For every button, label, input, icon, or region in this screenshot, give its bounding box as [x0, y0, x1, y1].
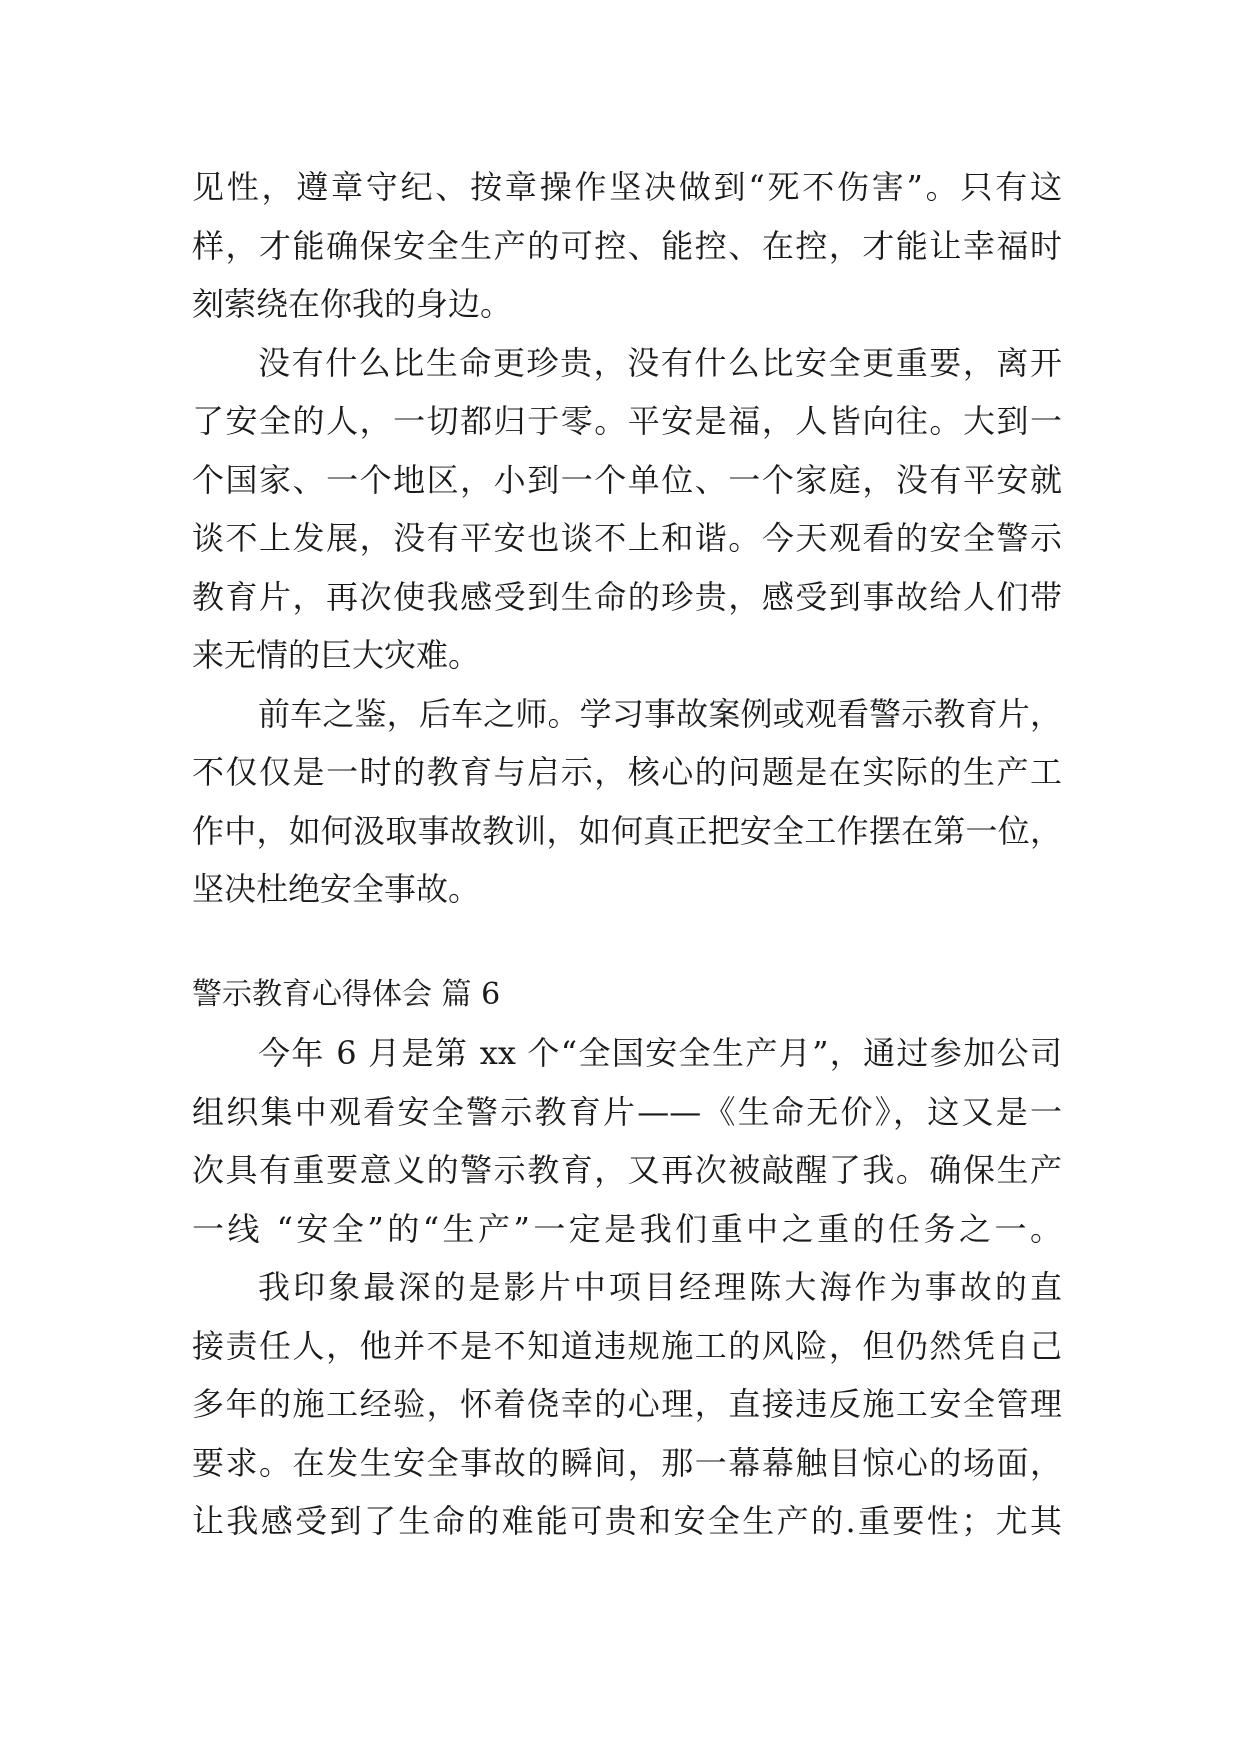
- text-line: 让我感受到了生命的难能可贵和安全生产的.重要性；尤其: [192, 1502, 1062, 1540]
- text-line: 了安全的人，一切都归于零。平安是福，人皆向往。大到一: [192, 402, 1062, 440]
- text-line: 来无情的巨大灾难。: [192, 636, 481, 674]
- paragraph: [192, 1258, 1062, 1551]
- text-line: 次具有重要意义的警示教育，又再次被敲醒了我。确保生产: [192, 1151, 1062, 1189]
- text-line: 谈不上发展，没有平安也谈不上和谐。今天观看的安全警示: [192, 519, 1062, 557]
- paragraph: [192, 685, 1062, 919]
- text-line: 一线 “安全”的“生产”一定是我们重中之重的任务之一。: [192, 1209, 1062, 1248]
- text-line: 不仅仅是一时的教育与启示，核心的问题是在实际的生产工: [192, 753, 1062, 791]
- paragraph: [192, 158, 1062, 334]
- text-line: 个国家、一个地区，小到一个单位、一个家庭，没有平安就: [192, 460, 1062, 499]
- paragraph: [192, 1024, 1062, 1258]
- text-line: 样，才能确保安全生产的可控、能控、在控，才能让幸福时: [192, 226, 1062, 265]
- text-line: 我印象最深的是影片中项目经理陈大海作为事故的直: [258, 1268, 1062, 1306]
- text-line: 多年的施工经验，怀着侥幸的心理，直接违反施工安全管理: [192, 1385, 1062, 1423]
- text-line: 见性，遵章守纪、按章操作坚决做到“死不伤害”。只有这: [192, 168, 1062, 206]
- section-heading: 警示教育心得体会 篇 6: [192, 976, 501, 1012]
- text-line: 坚决杜绝安全事故。: [192, 870, 481, 908]
- text-line: 今年 6 月是第 xx 个“全国安全生产月”，通过参加公司: [258, 1034, 1062, 1072]
- text-line: 接责任人，他并不是不知道违规施工的风险，但仍然凭自己: [192, 1326, 1062, 1365]
- text-line: 作中，如何汲取事故教训，如何真正把安全工作摆在第一位，: [192, 811, 1062, 850]
- paragraph: [192, 334, 1062, 685]
- document-body: [192, 158, 1062, 1551]
- text-line: 教育片，再次使我感受到生命的珍贵，感受到事故给人们带: [192, 577, 1062, 616]
- text-line: 组织集中观看安全警示教育片——《生命无价》，这又是一: [192, 1092, 1062, 1131]
- text-line: 没有什么比生命更珍贵，没有什么比安全更重要，离开: [258, 343, 1062, 382]
- text-line: 要求。在发生安全事故的瞬间，那一幕幕触目惊心的场面，: [192, 1443, 1062, 1482]
- text-line: 刻萦绕在你我的身边。: [192, 285, 513, 323]
- section-spacer: [192, 919, 1062, 966]
- text-line: 前车之鉴，后车之师。学习事故案例或观看警示教育片，: [258, 694, 1062, 733]
